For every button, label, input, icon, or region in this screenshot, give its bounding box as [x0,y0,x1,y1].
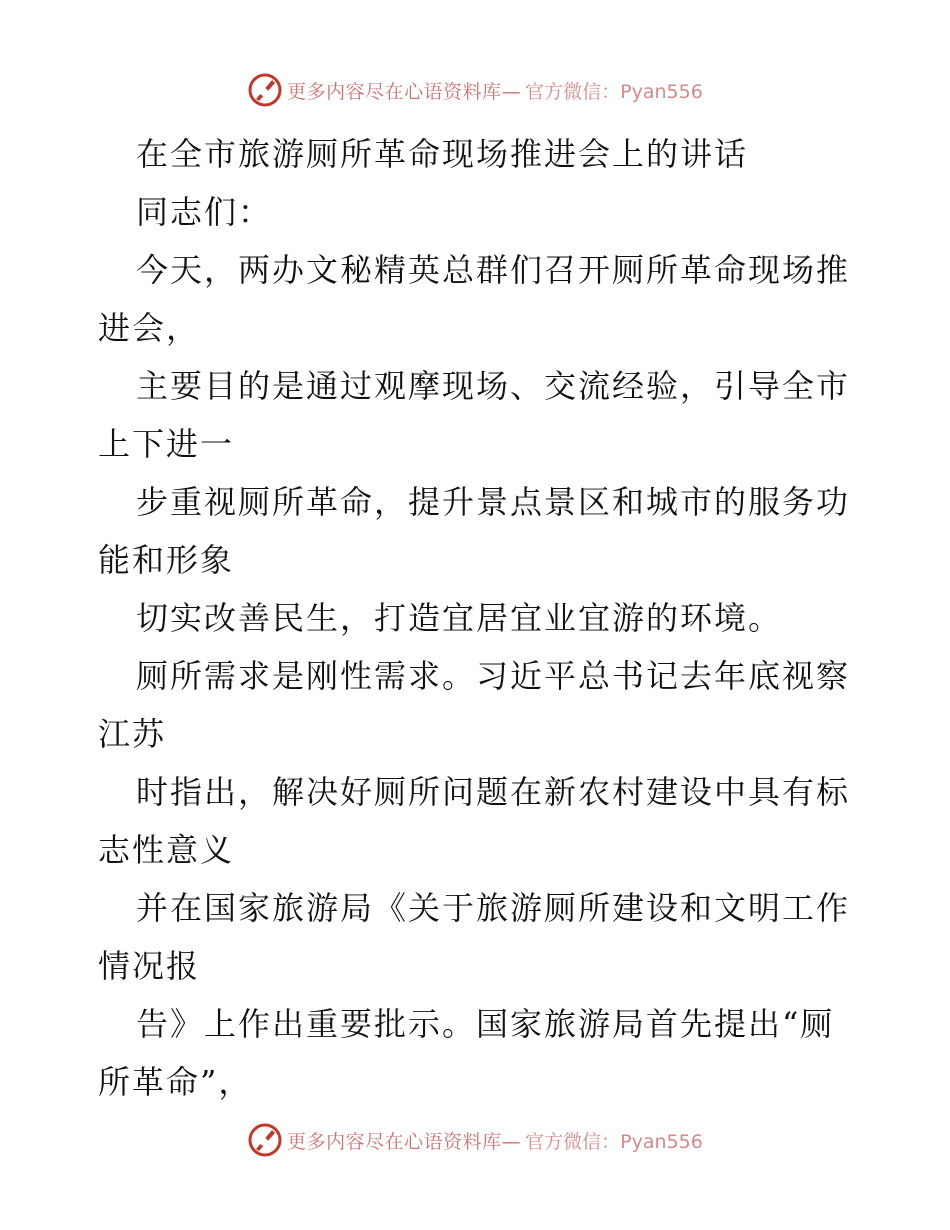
text-line-10: 时指出，解决好厕所问题在新农村建设中具有标 [136,773,851,811]
text-line-15: 所革命”， [98,1063,253,1101]
header-watermark [0,70,950,110]
text-line-14: 告》上作出重要批示。国家旅游局首先提出“厕 [136,1005,835,1043]
document-title: 在全市旅游厕所革命现场推进会上的讲话 [136,135,749,173]
text-line-3: 主要目的是通过观摩现场、交流经验，引导全市 [136,367,851,405]
text-line-1: 今天，两办文秘精英总群们召开厕所革命现场推 [136,251,851,289]
text-line-12: 并在国家旅游局《关于旅游厕所建设和文明工作 [136,889,851,927]
watermark-site-text: 更多内容尽在心语资料库— [287,1130,522,1153]
text-line-2: 进会， [98,309,201,347]
text-line-8: 厕所需求是刚性需求。习近平总书记去年底视察 [136,657,851,695]
footer-watermark [0,1120,950,1160]
text-line-6: 能和形象 [98,541,235,579]
text-line-4: 上下进一 [98,425,235,463]
document-body [98,125,858,1111]
watermark-contact-text: 官方微信：Pyan556 [525,1130,703,1153]
text-line-5: 步重视厕所革命，提升景点景区和城市的服务功 [136,483,851,521]
quill-seal-icon [247,1122,283,1158]
text-line-9: 江苏 [98,715,167,753]
salutation: 同志们： [136,193,273,231]
quill-seal-icon [247,72,283,108]
watermark-contact-text: 官方微信：Pyan556 [525,80,703,103]
text-line-7: 切实改善民生，打造宜居宜业宜游的环境。 [136,599,783,637]
text-line-13: 情况报 [98,947,201,985]
watermark-site-text: 更多内容尽在心语资料库— [287,80,522,103]
text-line-11: 志性意义 [98,831,235,869]
